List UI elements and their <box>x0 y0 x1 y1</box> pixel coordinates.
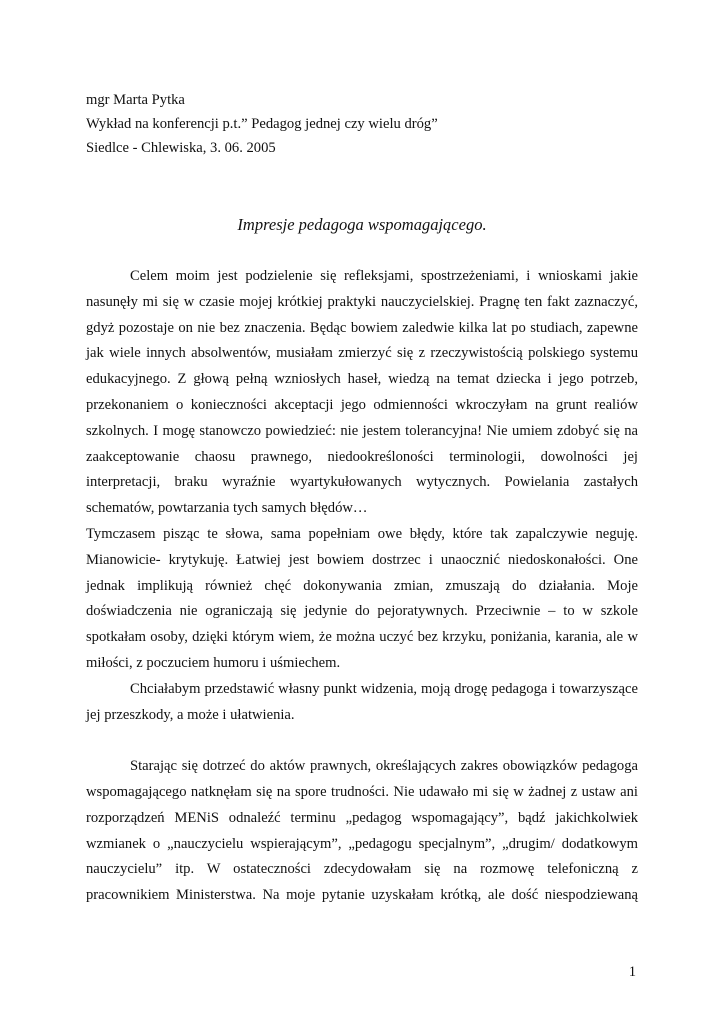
document-header <box>86 88 438 160</box>
text-line: jak wiele innych absolwentów, musiałam zmierzyć się z rzeczywistością polskiego systemu <box>86 345 638 362</box>
page-number: 1 <box>628 964 636 980</box>
text-line: schematów, powtarzania tych samych błędów… <box>86 500 368 517</box>
text-line: edukacyjnego. Z głową pełną wzniosłych haseł, wiedzą na temat dziecka i jego potrzeb, <box>86 371 638 388</box>
text-line: interpretacji, braku wyraźnie wyartykułowanych wytycznych. Powielania zastałych <box>86 474 638 491</box>
paragraph-3 <box>86 677 638 729</box>
text-line: miłości, z poczuciem humoru i uśmiechem. <box>86 654 341 671</box>
text-line: rozporządzeń MENiS odnaleźć terminu „pedagog wspomagający”, bądź jakichkolwiek <box>86 809 638 826</box>
document-title: Impresje pedagoga wspomagającego. <box>237 215 487 234</box>
text-line: Mianowicie- krytykuję. Łatwiej jest bowiem dostrzec i unaocznić niedoskonałości. One <box>86 551 638 568</box>
paragraph-4 <box>86 754 638 909</box>
text-line: gdyż pozostaje on nie bez znaczenia. Będąc bowiem zaledwie kilka lat po studiach, zapewne <box>86 319 638 336</box>
text-line: wspomagającego natknęłam się na spore trudności. Nie udawało mi się w żadnej z ustaw ani <box>86 783 638 800</box>
place-date-line: Siedlce - Chlewiska, 3. 06. 2005 <box>86 140 276 156</box>
text-line: pracownikiem Ministerstwa. Na moje pytanie uzyskałam krótką, ale dość niespodziewaną <box>86 887 638 904</box>
document-body <box>86 264 638 909</box>
text-line: przekonaniem o konieczności akceptacji jego odmienności wkroczyłam na grunt realiów <box>86 396 638 413</box>
text-line: Celem moim jest podzielenie się refleksjami, spostrzeżeniami, i wnioskami jakie <box>130 268 638 284</box>
text-line: szkolnych. I mogę stanowczo powiedzieć: nie jestem tolerancyjna! Nie umiem zdobyć się na <box>86 422 638 439</box>
text-line: jednak implikują również chęć dokonywania zmian, zmuszają do działania. Moje <box>86 577 638 594</box>
text-line: Tymczasem pisząc te słowa, sama popełniam owe błędy, które tak zapalczywie neguję. <box>86 525 638 542</box>
text-line: Starając się dotrzeć do aktów prawnych, określających zakres obowiązków pedagoga <box>130 758 638 775</box>
text-line: nasunęły mi się w czasie mojej krótkiej praktyki nauczycielskiej. Pragnę ten fakt zaznaczyć, <box>86 293 638 310</box>
text-line: wzmianek o „nauczycielu wspierającym”, „pedagogu specjalnym”, „drugim/ dodatkowym <box>86 835 638 852</box>
text-line: spotkałam osoby, dzięki którym wiem, że można uczyć bez krzyku, poniżania, karania, ale w <box>86 629 638 646</box>
paragraph-1 <box>86 264 638 522</box>
lecture-line: Wykład na konferencji p.t.” Pedagog jednej czy wielu dróg” <box>86 116 438 132</box>
paragraph-gap <box>86 728 638 754</box>
author-line: mgr Marta Pytka <box>86 92 185 108</box>
text-line: doświadczenia nie ograniczają się jedynie do pejoratywnych. Przeciwnie – to w szkole <box>86 603 638 620</box>
text-line: nauczycielu” itp. W ostateczności zdecydowałam się na rozmowę telefoniczną z <box>86 861 638 878</box>
text-line: zaakceptowanie chaosu prawnego, niedookreśloności terminologii, dowolności jej <box>86 448 638 465</box>
text-line: Chciałabym przedstawić własny punkt widzenia, moją drogę pedagoga i towarzyszące <box>130 680 638 697</box>
paragraph-2 <box>86 522 638 677</box>
text-line: jej przeszkody, a może i ułatwienia. <box>86 706 295 723</box>
